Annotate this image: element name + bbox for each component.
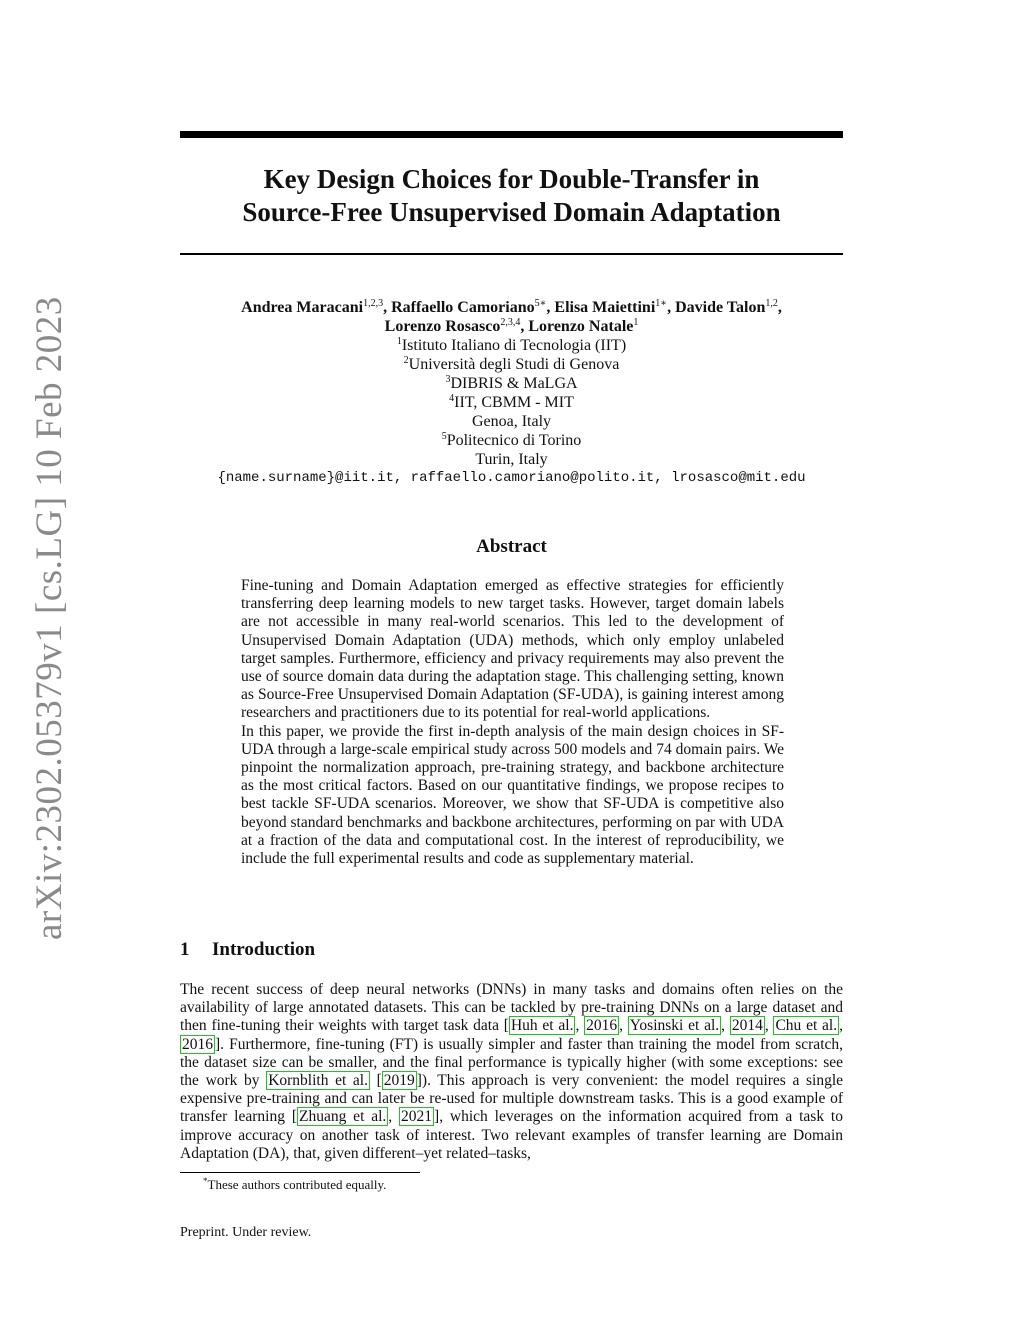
author-sup: 5∗ — [534, 298, 547, 309]
author-name: Raffaello Camoriano — [391, 299, 535, 316]
title-top-rule — [180, 131, 843, 138]
citation-link[interactable]: 2021 — [401, 1108, 433, 1126]
affiliation: Genoa, Italy — [471, 413, 552, 430]
affiliation: $^1$Istituto Italiano di Tecnologia (IIT) — [396, 336, 627, 354]
author-line-1: Andrea Maracani$^{1,2,3}$, Raffaello Camoriano$^{5∗}$, Elisa Maiettini$^{1∗}$, Davide Talon$^{1,2}$, — [241, 298, 782, 316]
citation-link[interactable]: Zhuang et al. — [298, 1108, 387, 1126]
footnote-rule — [180, 1172, 420, 1173]
abstract-heading: Abstract — [476, 536, 547, 557]
section-number: 1 — [180, 939, 190, 960]
preprint-note: Preprint. Under review. — [180, 1225, 312, 1240]
paper-title — [180, 163, 843, 229]
author-sup: 1,2,3 — [363, 298, 384, 309]
intro-paragraph: The recent success of deep neural networks (DNNs) in many tasks and domains often relies on the availability of large annotated datasets. This can be tackled by pre-training DNNs on a large dataset and then fine-tuning their weights with target task data [ Huh et al. , 2016 , Yosinski et al. , 2014 , Chu et al. , 2016 ]. Furthermore, fine-tuning (FT) is usually simpler and faster than training the model from scratch, the dataset size can be smaller, and the final performance is typically higher (with some exceptions: see the work by Kornblith et al. [ 2019 ]). This approach is very convenient: the model requires a single expensive pre-training and can later be re-used for multiple downstream tasks. This is a good example of transfer learning [ Zhuang et al. , 2021 ], which leverages on the information acquired from a task to improve accuracy on another task of interest. Two relevant examples of transfer learning are Domain Adaptation (DA), that, given different–yet related–tasks, — [180, 981, 844, 1162]
title-line-2: Source-Free Unsupervised Domain Adaptation — [242, 197, 781, 227]
author-name: Andrea Maracani — [241, 299, 364, 316]
author-line-2: Lorenzo Rosasco$^{2,3,4}$, Lorenzo Natale$^1$ — [384, 317, 639, 335]
citation-link[interactable]: Kornblith et al. — [268, 1072, 368, 1090]
author-sup: 1 — [633, 317, 639, 328]
author-block — [180, 298, 843, 488]
affiliation: $^5$Politecnico di Torino — [441, 431, 582, 449]
affiliation: Turin, Italy — [475, 451, 548, 468]
title-line-1: Key Design Choices for Double-Transfer in — [263, 164, 760, 194]
footnote — [203, 1177, 386, 1193]
section-title: Introduction — [212, 939, 316, 960]
footnote-mark: * — [203, 1176, 208, 1186]
citation-link[interactable]: Huh et al. — [510, 1017, 574, 1035]
affiliation: $^4$IIT, CBMM - MIT — [449, 393, 574, 411]
author-name: Lorenzo Natale — [528, 318, 634, 335]
citation-link[interactable]: Yosinski et al. — [629, 1017, 720, 1035]
citation-link[interactable]: 2019 — [383, 1072, 415, 1090]
introduction-body — [180, 981, 843, 1163]
abstract-paragraph: Fine-tuning and Domain Adaptation emerged as effective strategies for efficiently transferring deep learning models to new target tasks. However, target domain labels are not accessible in many real-world scenarios. This led to the development of Unsupervised Domain Adaptation (UDA) methods, which only employ unlabeled target samples. Furthermore, efficiency and privacy requirements may also prevent the use of source domain data during the adaptation stage. This challenging setting, known as Source-Free Unsupervised Domain Adaptation (SF-UDA), is gaining interest among researchers and practitioners due to its potential for real-world applications. — [241, 577, 784, 722]
author-emails: {name.surname}@iit.it, raffaello.camoriano@polito.it, lrosasco@mit.edu — [217, 470, 806, 486]
author-name: Lorenzo Rosasco — [384, 318, 501, 335]
author-sup: 2,3,4 — [500, 317, 521, 328]
author-sup: 1,2 — [765, 298, 778, 309]
citation-link[interactable]: 2016 — [182, 1035, 213, 1053]
author-sup: 1∗ — [655, 298, 668, 309]
section-heading — [180, 939, 315, 961]
abstract-body — [241, 577, 784, 868]
abstract-paragraph: In this paper, we provide the first in-depth analysis of the main design choices in SF-UDA through a large-scale empirical study across 500 models and 74 domain pairs. We pinpoint the normalization approach, pre-training strategy, and backbone architecture as the most critical factors. Based on our quantitative findings, we propose recipes to best tackle SF-UDA scenarios. Moreover, we show that SF-UDA is competitive also beyond standard benchmarks and backbone architectures, performing on par with UDA at a fraction of the data and computational cost. In the interest of reproducibility, we include the full experimental results and code as supplementary material. — [241, 722, 784, 868]
affiliation: $^2$Università degli Studi di Genova — [403, 355, 620, 373]
citation-link[interactable]: 2014 — [731, 1017, 763, 1035]
arxiv-sidebar-stamp: arXiv:2302.05379v1 [cs.LG] 10 Feb 2023 — [29, 296, 70, 940]
title-bottom-rule — [180, 253, 843, 255]
footnote-text: These authors contributed equally. — [207, 1177, 387, 1192]
citation-link[interactable]: Chu et al. — [775, 1017, 838, 1035]
author-name: Davide Talon — [675, 299, 766, 316]
citation-link[interactable]: 2016 — [586, 1017, 618, 1035]
author-name: Elisa Maiettini — [554, 299, 656, 316]
affiliation: $^3$DIBRIS & MaLGA — [445, 374, 578, 392]
